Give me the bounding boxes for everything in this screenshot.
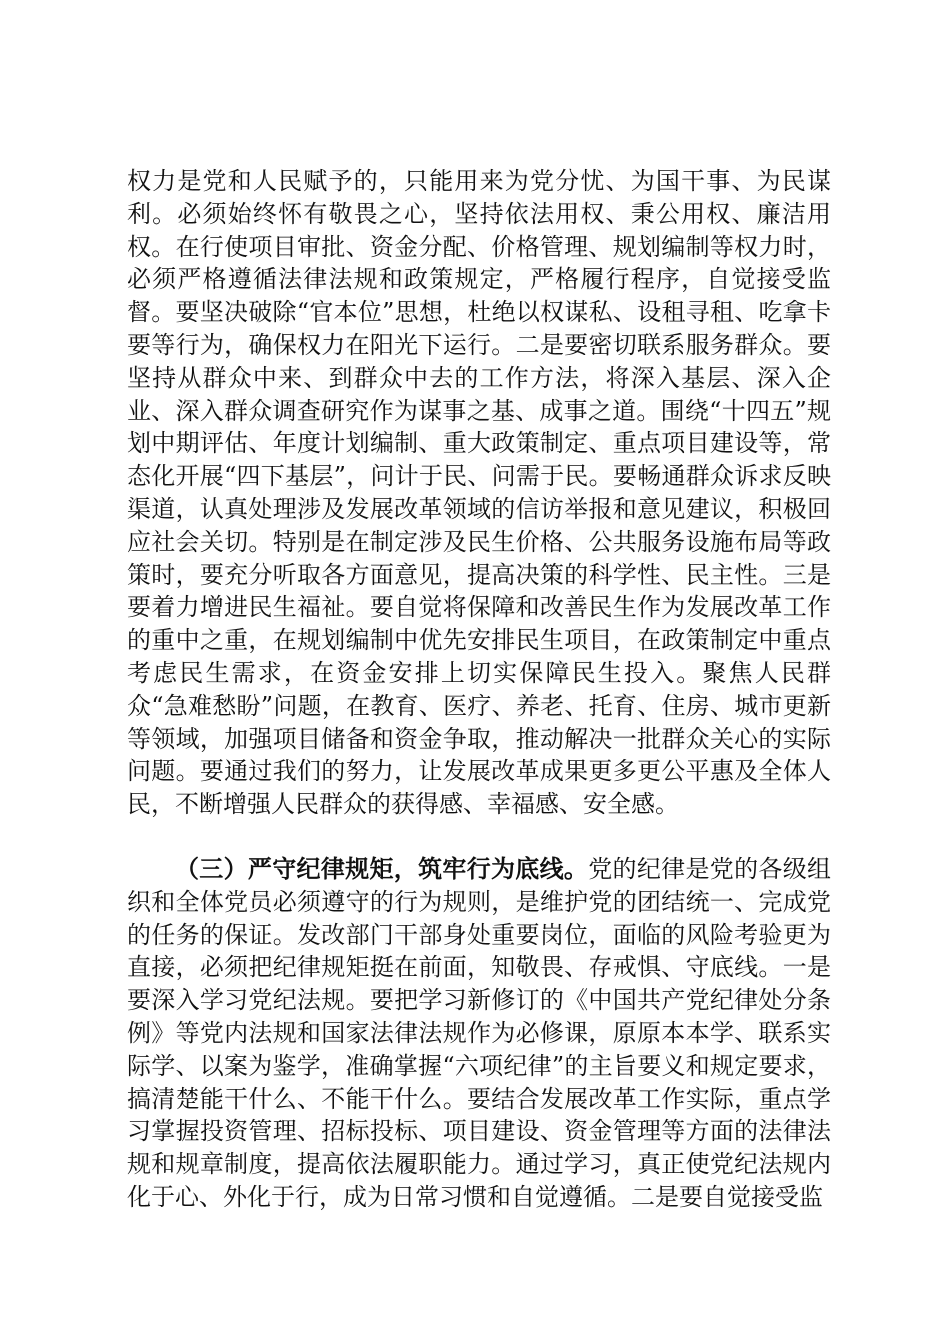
section-body: 党的纪律是党的各级组织和全体党员必须遵守的行为规则，是维护党的团结统一、完成党的任务的保证。发改部门干部身处重要岗位，面临的风险考验更为直接，必须把纪律规矩挺在前面，知敬畏、存戒惧、守底线。一是要深入学习党纪法规。要把学习新修订的《中国共产党纪律处分条例》等党内法规和国家法律法规作为必修课，原原本本学、联系实际学、以案为鉴学，准确掌握“六项纪律”的主旨要义和规定要求，搞清楚能干什么、不能干什么。要结合发展改革工作实际，重点学习掌握投资管理、招标投标、项目建设、资金管理等方面的法律法规和规章制度，提高依法履职能力。通过学习，真正使党纪法规内化于心、外化于行，成为日常习惯和自觉遵循。二是要自觉接受监: [127, 854, 832, 1211]
body-paragraph-1: 权力是党和人民赋予的，只能用来为党分忧、为国干事、为民谋利。必须始终怀有敬畏之心，坚持依法用权、秉公用权、廉洁用权。在行使项目审批、资金分配、价格管理、规划编制等权力时，必须严格遵循法律法规和政策规定，严格履行程序，自觉接受监督。要坚决破除“官本位”思想，杜绝以权谋私、设租寻租、吃拿卡要等行为，确保权力在阳光下运行。二是要密切联系服务群众。要坚持从群众中来、到群众中去的工作方法，将深入基层、深入企业、深入群众调查研究作为谋事之基、成事之道。围绕“十四五”规划中期评估、年度计划编制、重大政策制定、重点项目建设等，常态化开展“四下基层”，问计于民、问需于民。要畅通群众诉求反映渠道，认真处理涉及发展改革领域的信访举报和意见建议，积极回应社会关切。特别是在制定涉及民生价格、公共服务设施布局等政策时，要充分听取各方面意见，提高决策的科学性、民主性。三是要着力增进民生福祉。要自觉将保障和改善民生作为发展改革工作的重中之重，在规划编制中优先安排民生项目，在政策制定中重点考虑民生需求，在资金安排上切实保障民生投入。聚焦人民群众“急难愁盼”问题，在教育、医疗、养老、托育、住房、城市更新等领域，加强项目储备和资金争取，推动解决一批群众关心的实际问题。要通过我们的努力，让发展改革成果更多更公平惠及全体人民，不断增强人民群众的获得感、幸福感、安全感。: [127, 167, 831, 819]
document-page: [127, 165, 831, 1214]
section-heading: （三）严守纪律规矩，筑牢行为底线。: [175, 853, 589, 883]
body-paragraph-2: [127, 853, 831, 1214]
